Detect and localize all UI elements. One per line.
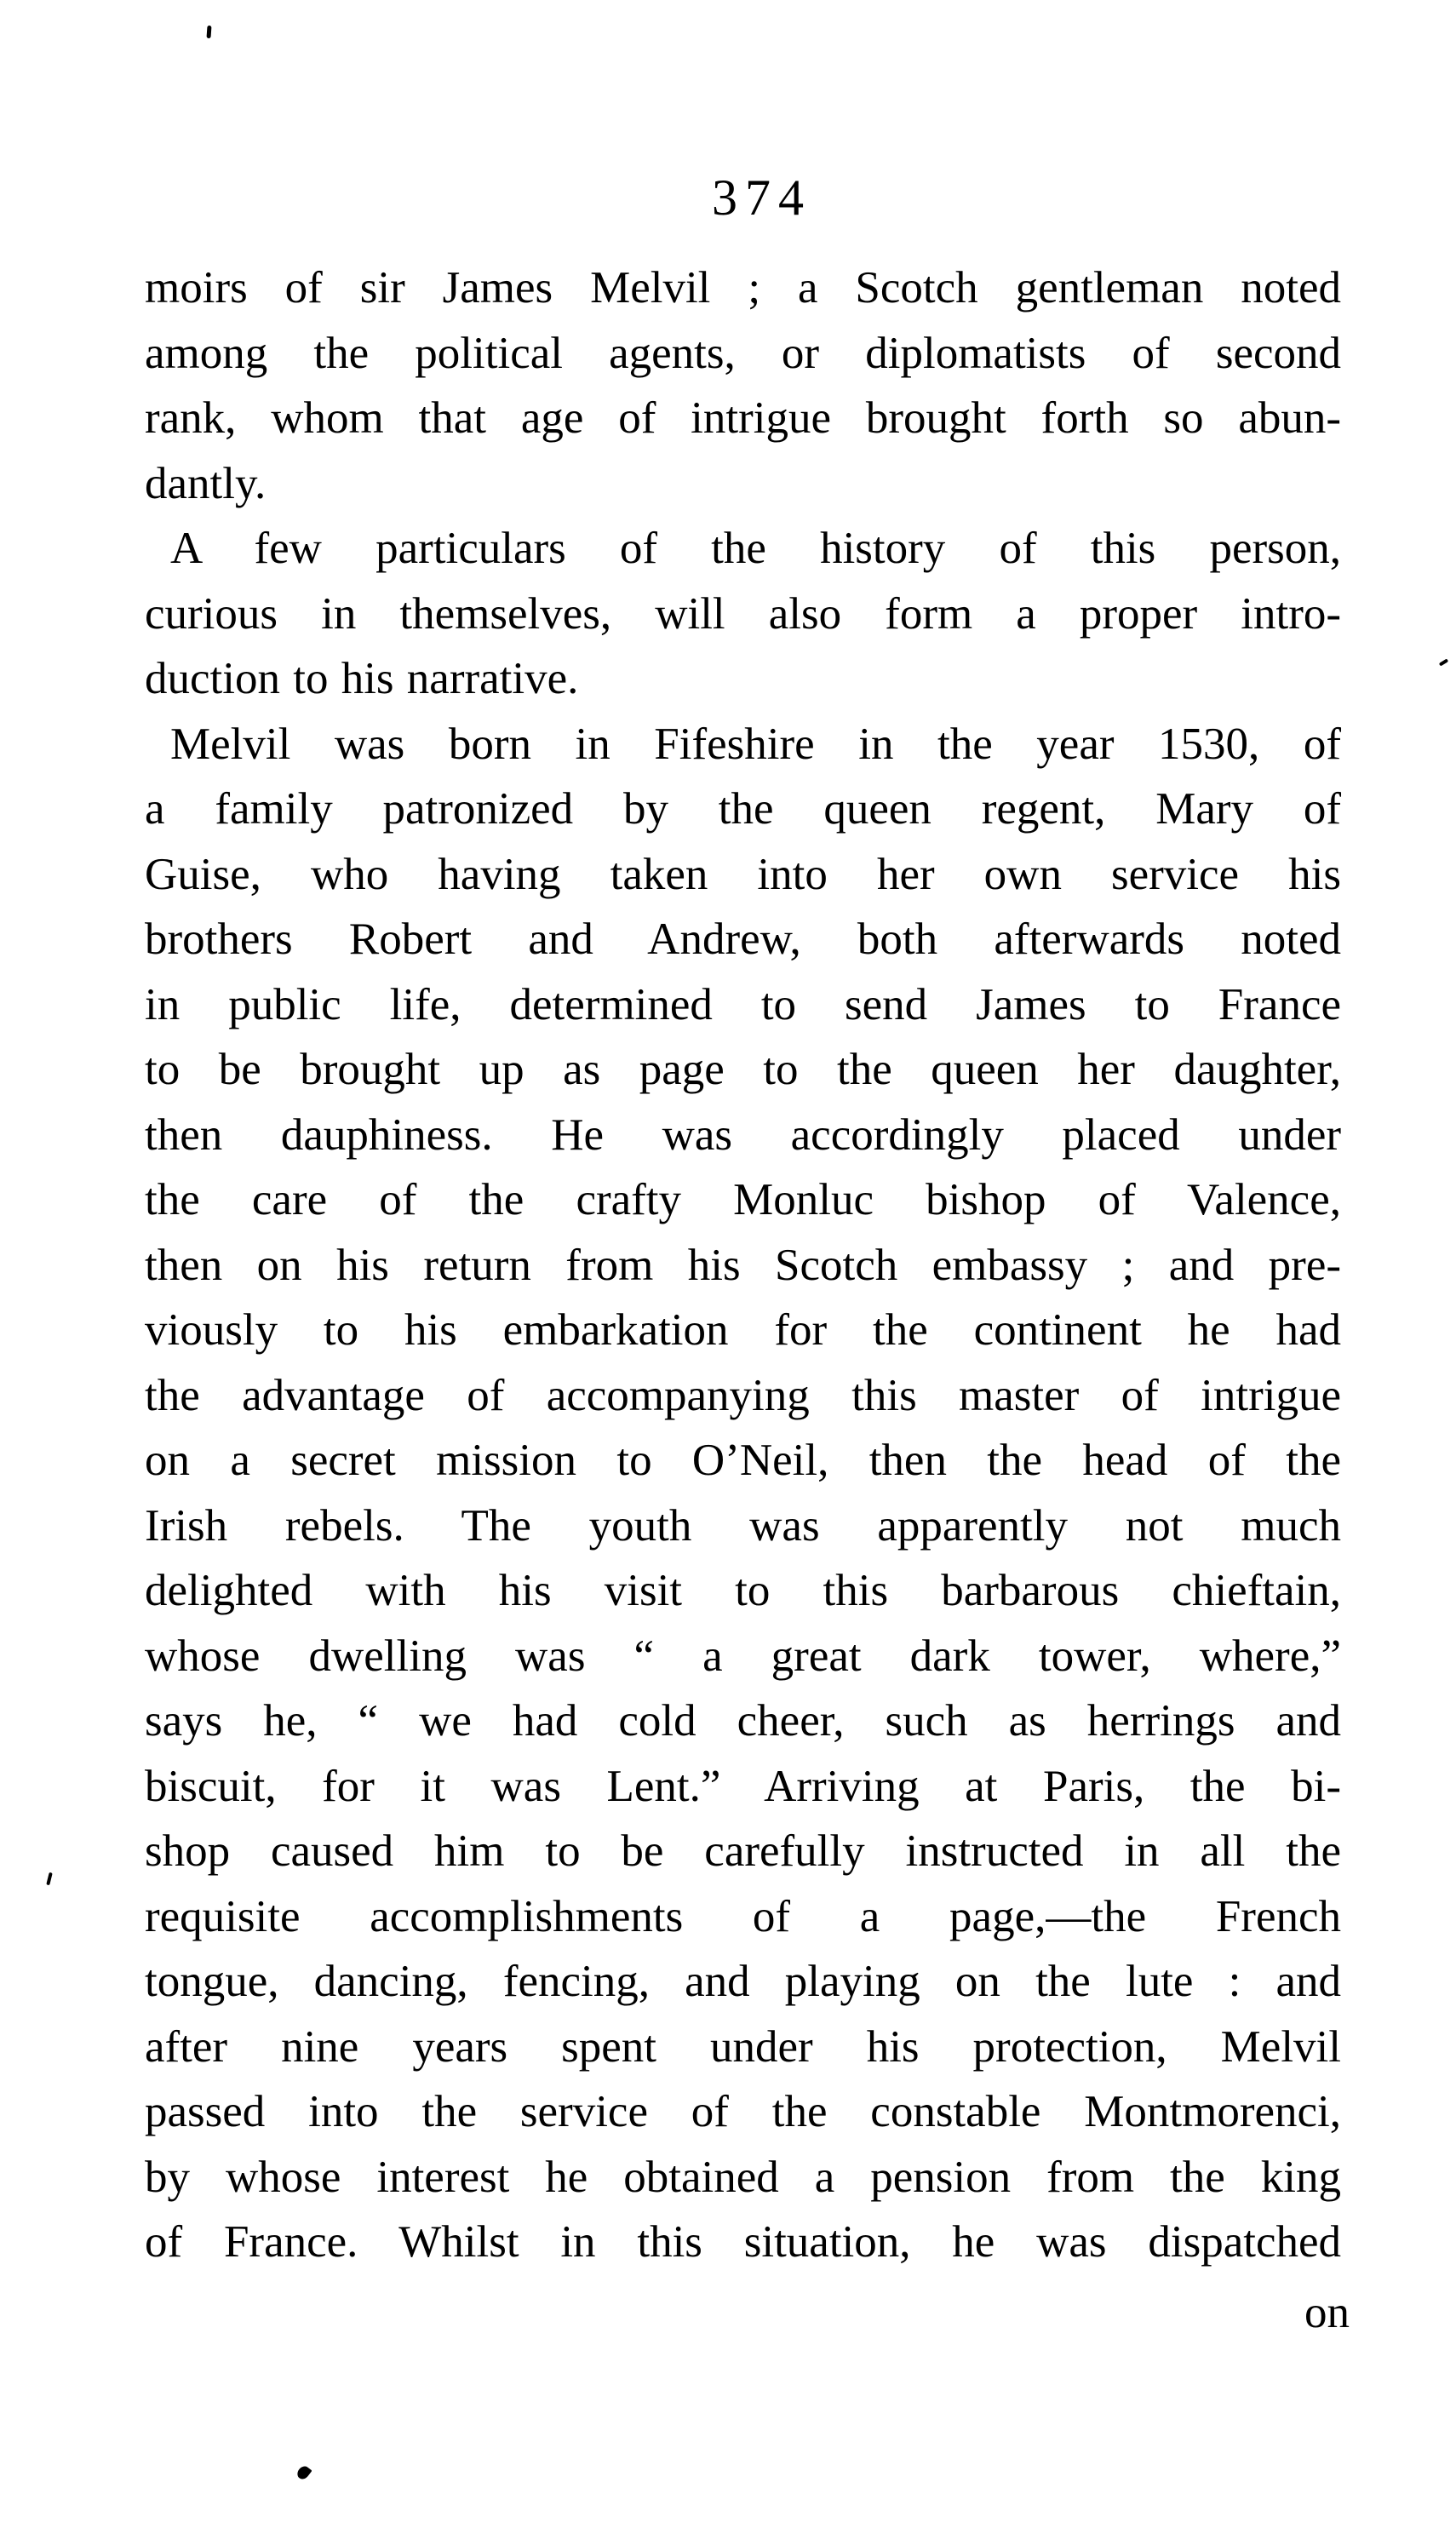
text-line: shop caused him to be carefully instructed in all the bbox=[145, 1826, 1341, 1876]
text-line: delighted with his visit to this barbarous chieftain, bbox=[145, 1566, 1341, 1615]
text-line: then dauphiness. He was accordingly placed under bbox=[145, 1109, 1341, 1160]
text-line: of France. Whilst in this situation, he was dispatched bbox=[145, 2217, 1341, 2267]
text-line: Guise, who having taken into her own service his bbox=[145, 849, 1341, 899]
text-block bbox=[145, 255, 1341, 2275]
text-line: curious in themselves, will also form a proper intro- bbox=[145, 588, 1341, 639]
text-line: rank, whom that age of intrigue brought forth so abun- bbox=[145, 393, 1341, 443]
text-line: dantly. bbox=[145, 458, 267, 508]
text-line: moirs of sir James Melvil ; a Scotch gentleman noted bbox=[145, 263, 1341, 312]
text-line: to be brought up as page to the queen her daughter, bbox=[145, 1045, 1341, 1094]
catchword: on bbox=[1304, 2288, 1350, 2337]
text-line: a family patronized by the queen regent, Mary of bbox=[145, 784, 1341, 834]
text-line: then on his return from his Scotch embassy ; and pre- bbox=[145, 1240, 1341, 1290]
text-line: A few particulars of the history of this person, bbox=[170, 524, 1341, 573]
ink-speck bbox=[46, 1872, 53, 1886]
ink-speck bbox=[206, 26, 211, 38]
text-line: on a secret mission to O’Neil, then the head of the bbox=[145, 1436, 1341, 1485]
text-line: by whose interest he obtained a pension from the king bbox=[145, 2152, 1341, 2202]
text-line: requisite accomplishments of a page,—the French bbox=[145, 1891, 1341, 1941]
text-line: brothers Robert and Andrew, both afterwards noted bbox=[145, 914, 1341, 964]
text-line: the care of the crafty Monluc bishop of Valence, bbox=[145, 1175, 1341, 1224]
text-line: tongue, dancing, fencing, and playing on the lute : and bbox=[145, 1957, 1341, 2006]
text-line: Irish rebels. The youth was apparently not much bbox=[145, 1500, 1341, 1551]
text-line: in public life, determined to send James to France bbox=[145, 979, 1341, 1029]
text-line: among the political agents, or diplomatists of second bbox=[145, 328, 1341, 378]
text-line: passed into the service of the constable Montmorenci, bbox=[145, 2087, 1341, 2136]
text-line: Melvil was born in Fifeshire in the year 1530, of bbox=[170, 719, 1341, 769]
ink-speck bbox=[295, 2464, 312, 2482]
text-line: viously to his embarkation for the continent he had bbox=[145, 1305, 1341, 1355]
text-line: whose dwelling was “ a great dark tower, where,” bbox=[145, 1631, 1341, 1681]
text-line: duction to his narrative. bbox=[145, 654, 579, 703]
text-line: the advantage of accompanying this master of intrigue bbox=[145, 1370, 1341, 1420]
text-line: biscuit, for it was Lent.” Arriving at Paris, the bi- bbox=[145, 1761, 1341, 1811]
text-line: after nine years spent under his protection, Melvil bbox=[145, 2021, 1341, 2072]
text-line: says he, “ we had cold cheer, such as herrings and bbox=[145, 1696, 1341, 1746]
page-number: 374 bbox=[712, 169, 811, 226]
ink-speck bbox=[1439, 658, 1448, 666]
